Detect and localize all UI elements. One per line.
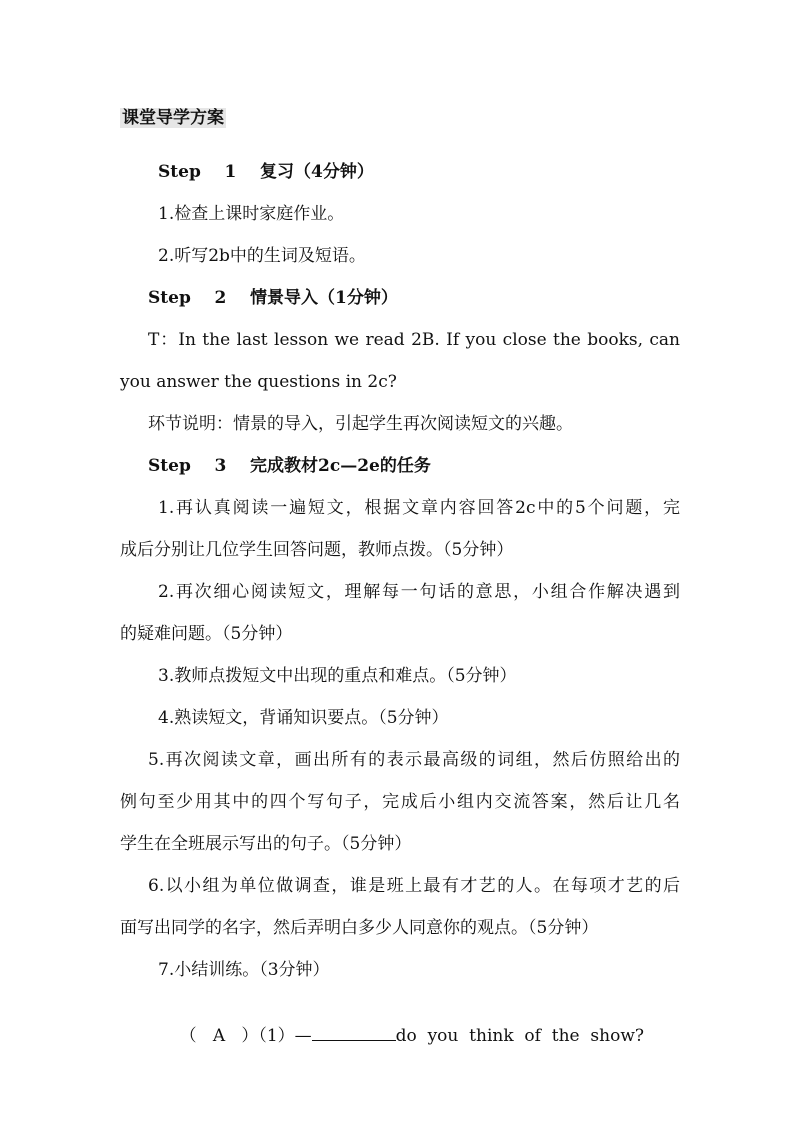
- step-3-item-5-line-3: 学生在全班展示写出的句子。（5分钟）: [120, 834, 412, 854]
- step-3-item-4: 4.熟读短文，背诵知识要点。（5分钟）: [158, 708, 449, 728]
- step-1-item-1: 1.检查上课时家庭作业。: [158, 204, 345, 224]
- step-3-item-2-line-1: 2.再次细心阅读短文，理解每一句话的意思，小组合作解决遇到: [158, 582, 680, 602]
- step-3-item-6-line-1: 6.以小组为单位做调查，谁是班上最有才艺的人。在每项才艺的后: [148, 876, 680, 896]
- exercise-question-1: [158, 1000, 718, 1072]
- heading-text: 课堂导学方案: [122, 108, 224, 128]
- step-3-item-3: 3.教师点拨短文中出现的重点和难点。（5分钟）: [158, 666, 517, 686]
- step-3-item-7: 7.小结训练。（3分钟）: [158, 960, 330, 980]
- step-3-item-5-line-2: 例句至少用其中的四个写句子，完成后小组内交流答案，然后让几名: [120, 792, 680, 812]
- step-3-item-1-line-1: 1.再认真阅读一遍短文，根据文章内容回答2c中的5个问题，完: [158, 498, 680, 518]
- step-2-teacher-line-1: T：In the last lesson we read 2B. If you close the books, can: [148, 330, 680, 350]
- step-1-title: Step 1 复习（4分钟）: [158, 162, 374, 182]
- exercise-prefix: （ A ）（1）—: [179, 1026, 312, 1046]
- step-3-item-5-line-1: 5.再次阅读文章，画出所有的表示最高级的词组，然后仿照给出的: [148, 750, 680, 770]
- step-1-item-2: 2.听写2b中的生词及短语。: [158, 246, 366, 266]
- step-2-teacher-line-2: you answer the questions in 2c?: [120, 372, 397, 392]
- step-3-item-2-line-2: 的疑难问题。（5分钟）: [120, 624, 293, 644]
- answer-blank: [312, 1024, 396, 1041]
- section-heading: [120, 106, 680, 130]
- exercise-suffix: do you think of the show?: [395, 1026, 644, 1046]
- step-3-item-1-line-2: 成后分别让几位学生回答问题，教师点拨。（5分钟）: [120, 540, 514, 560]
- step-3-title: Step 3 完成教材2c—2e的任务: [148, 456, 431, 476]
- step-3-item-6-line-2: 面写出同学的名字，然后弄明白多少人同意你的观点。（5分钟）: [120, 918, 599, 938]
- step-2-note: 环节说明：情景的导入，引起学生再次阅读短文的兴趣。: [148, 414, 573, 434]
- step-2-title: Step 2 情景导入（1分钟）: [148, 288, 398, 308]
